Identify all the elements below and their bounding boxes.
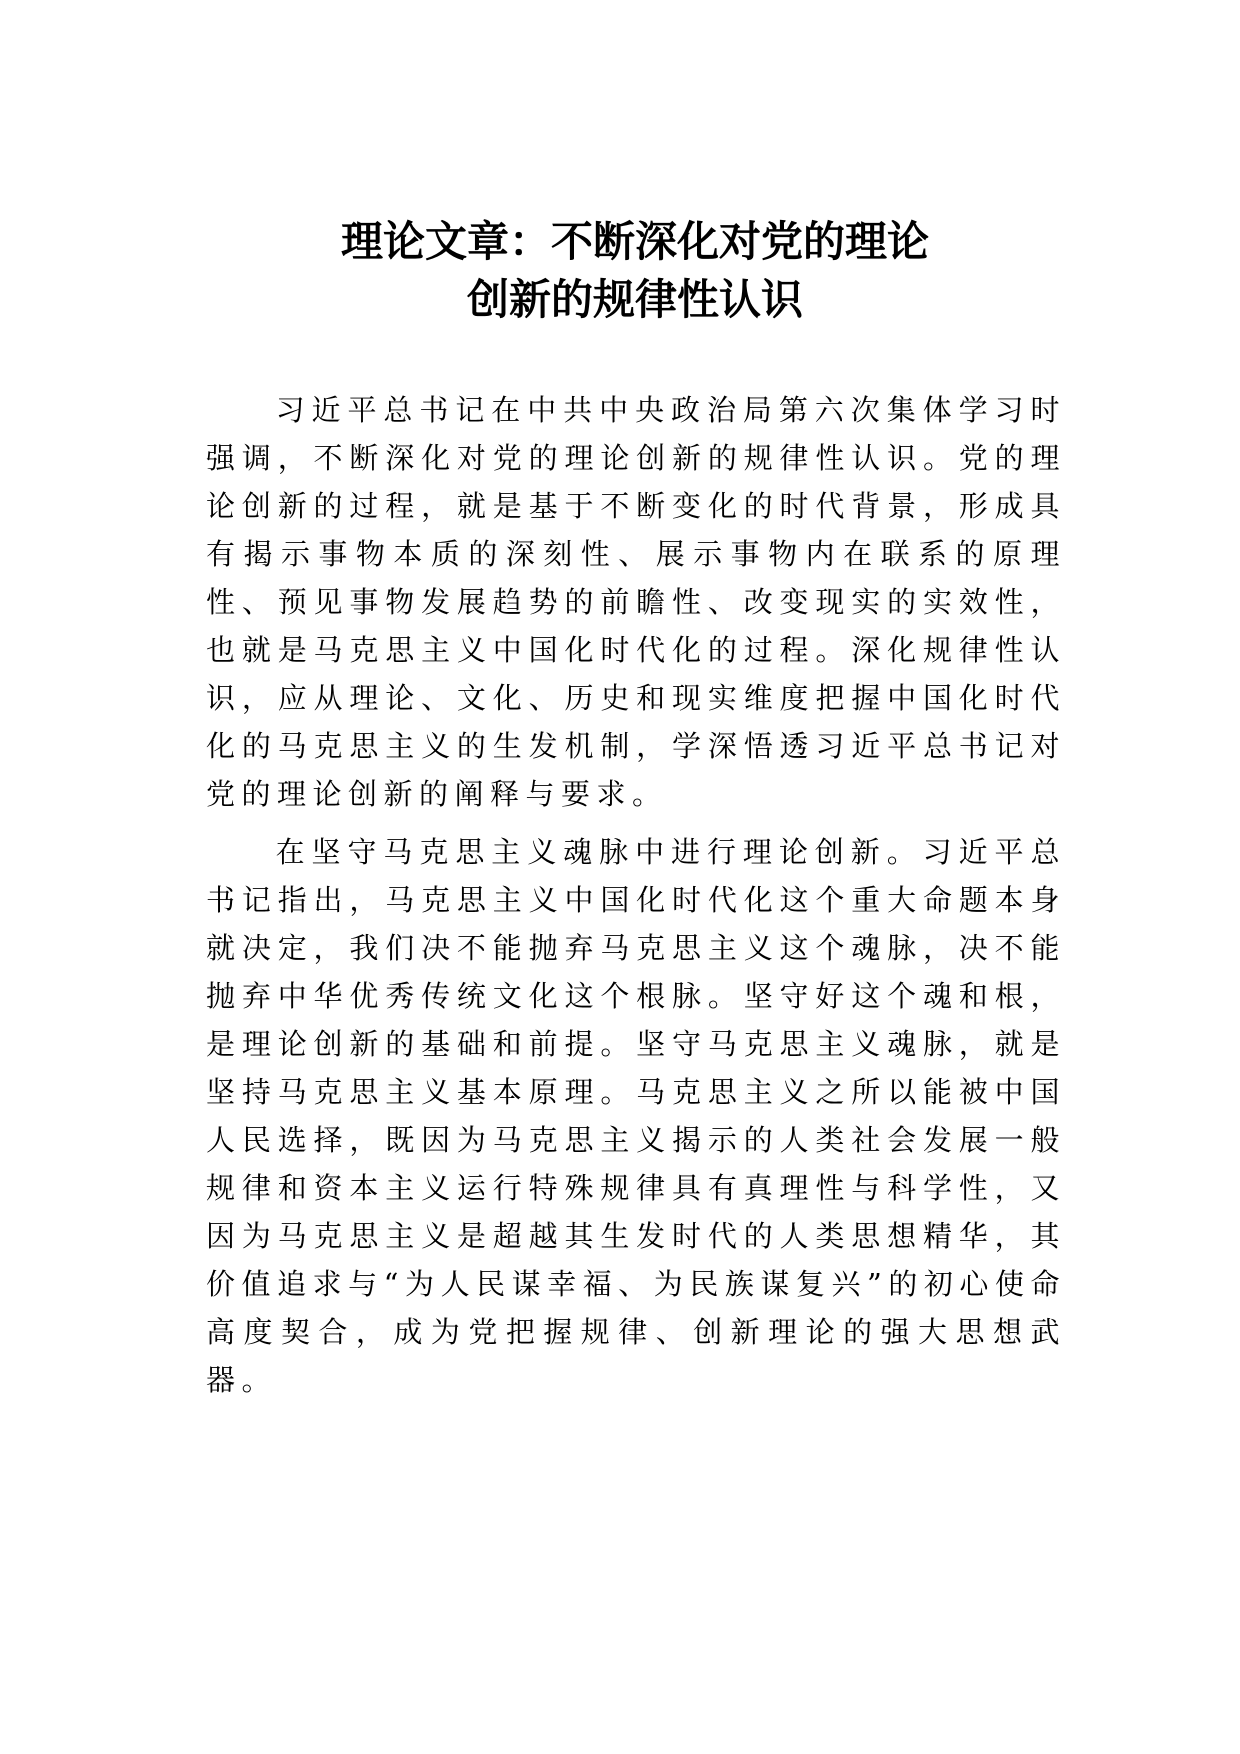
document-body [206,386,1066,1414]
title-line-2: 创新的规律性认识 [466,275,803,324]
document-title [205,213,1065,329]
title-line-1: 理论文章：不断深化对党的理论 [340,217,929,266]
body-paragraph-1: 习近平总书记在中共中央政治局第六次集体学习时强调，不断深化对党的理论创新的规律性认识。党的理论创新的过程，就是基于不断变化的时代背景，形成具有揭示事物本质的深刻性、展示事物内在联系的原理性、预见事物发展趋势的前瞻性、改变现实的实效性，也就是马克思主义中国化时代化的过程。深化规律性认识，应从理论、文化、历史和现实维度把握中国化时代化的马克思主义的生发机制，学深悟透习近平总书记对党的理论创新的阐释与要求。 [206,393,1066,811]
body-paragraph-2: 在坚守马克思主义魂脉中进行理论创新。习近平总书记指出，马克思主义中国化时代化这个重大命题本身就决定，我们决不能抛弃马克思主义这个魂脉，决不能抛弃中华优秀传统文化这个根脉。坚守好这个魂和根，是理论创新的基础和前提。坚守马克思主义魂脉，就是坚持马克思主义基本原理。马克思主义之所以能被中国人民选择，既因为马克思主义揭示的人类社会发展一般规律和资本主义运行特殊规律具有真理性与科学性，又因为马克思主义是超越其生发时代的人类思想精华，其价值追求与“为人民谋幸福、为民族谋复兴”的初心使命高度契合，成为党把握规律、创新理论的强大思想武器。 [206,835,1066,1397]
